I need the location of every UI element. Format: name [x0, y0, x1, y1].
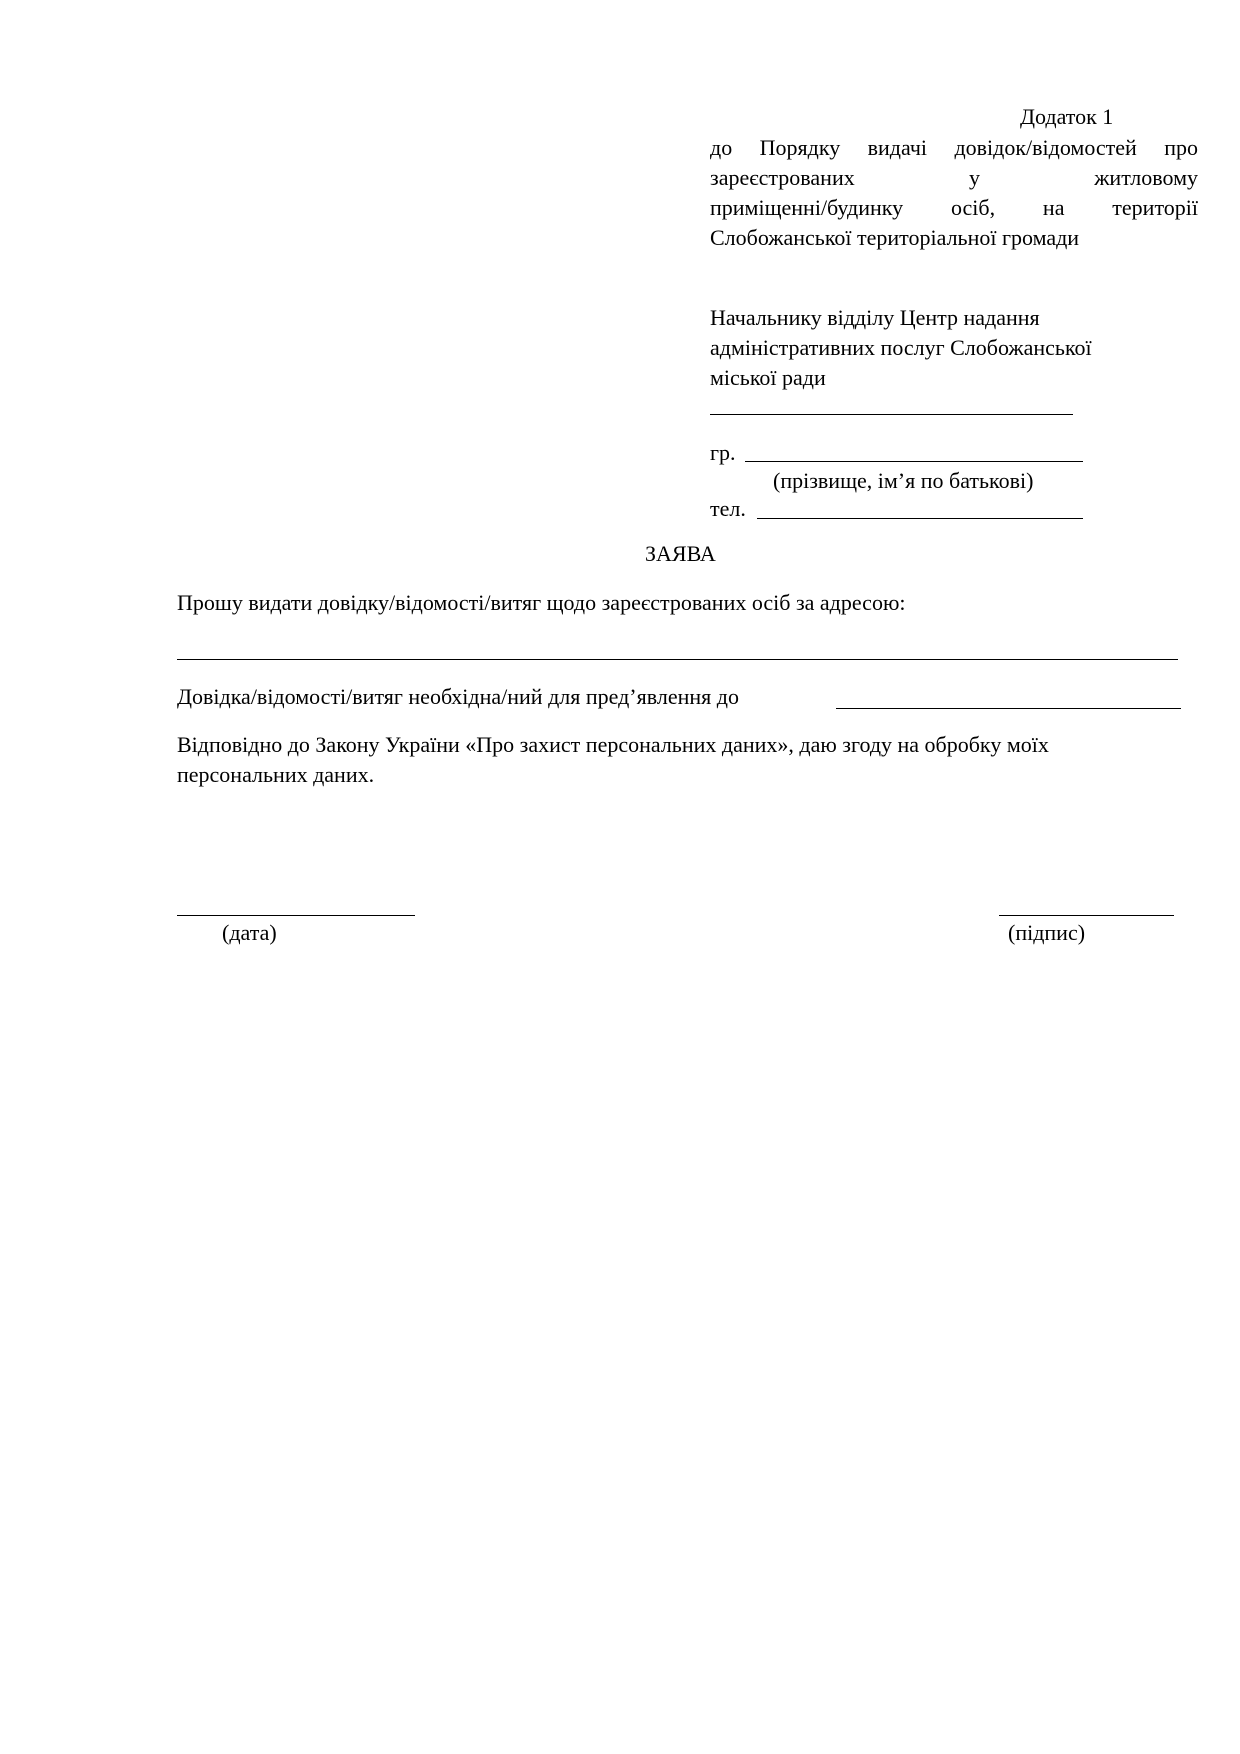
request-text: Прошу видати довідку/відомості/витяг щодо зареєстрованих осіб за адресою:: [177, 590, 906, 615]
signature-label: (підпис): [1008, 920, 1086, 945]
citizen-name-field[interactable]: [745, 461, 1083, 462]
annex-line: приміщенні/будинку осіб, на території: [710, 195, 1198, 220]
addressee-line: Начальнику відділу Центр надання: [710, 305, 1040, 330]
addressee-line: адміністративних послуг Слобожанської: [710, 335, 1092, 360]
date-label: (дата): [222, 920, 277, 945]
signature-field[interactable]: [999, 915, 1174, 916]
purpose-text: Довідка/відомості/витяг необхідна/ний для пред’явлення до: [177, 684, 739, 709]
annex-title: Додаток 1: [1020, 104, 1114, 129]
annex-reference: [710, 133, 1198, 253]
annex-line: до Порядку видачі довідок/відомостей про: [710, 135, 1198, 160]
addressee-line: міської ради: [710, 365, 826, 390]
purpose-field[interactable]: [836, 708, 1181, 709]
phone-field[interactable]: [757, 518, 1083, 519]
addressee-block: [710, 303, 1170, 393]
citizen-prefix: гр.: [710, 440, 736, 465]
address-field[interactable]: [177, 659, 1178, 660]
annex-line: зареєстрованих у житловому: [710, 165, 1198, 190]
consent-text: Відповідно до Закону України «Про захист персональних даних», даю згоду на обробку моїх персональних даних.: [177, 732, 1049, 787]
document-title: ЗАЯВА: [645, 541, 716, 566]
applicant-name-field[interactable]: [710, 414, 1073, 415]
date-field[interactable]: [177, 915, 415, 916]
annex-line: Слобожанської територіальної громади: [710, 225, 1080, 250]
phone-prefix: тел.: [710, 496, 746, 521]
name-hint: (прізвище, ім’я по батькові): [773, 468, 1034, 493]
